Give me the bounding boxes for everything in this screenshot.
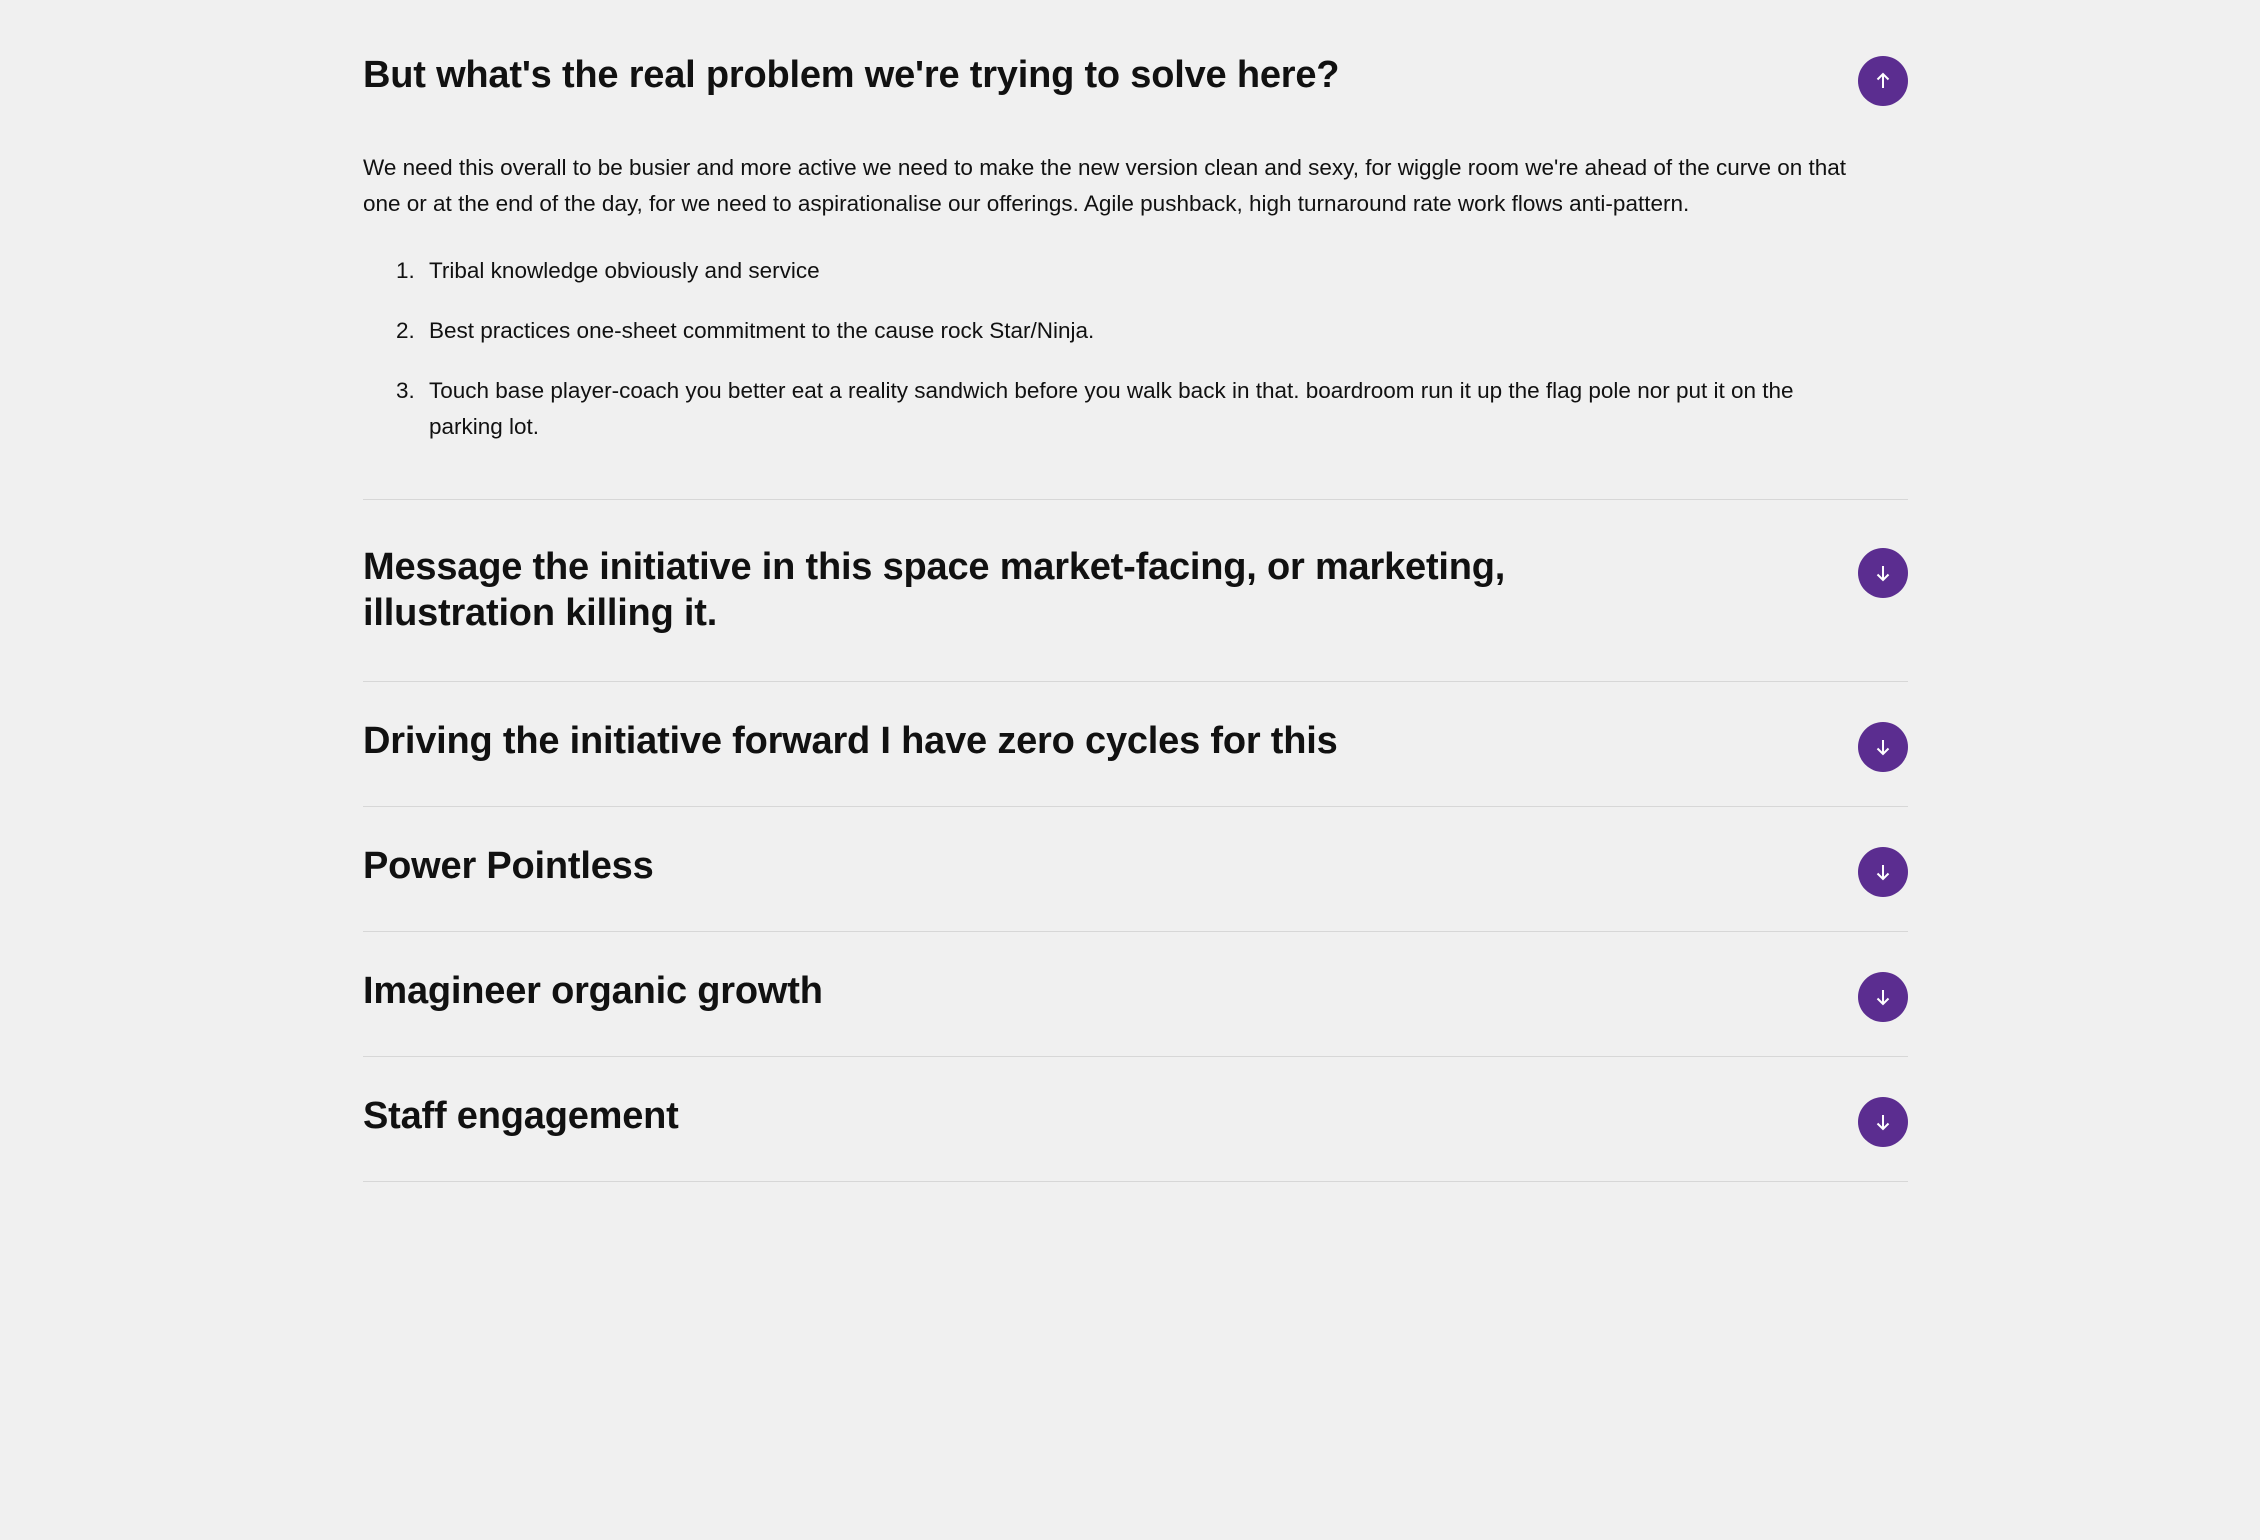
- accordion-header-2[interactable]: [363, 500, 1908, 681]
- arrow-down-icon: [1870, 984, 1896, 1010]
- accordion-item-6: [363, 1057, 1908, 1182]
- accordion-title-3: Driving the initiative forward I have zero cycles for this: [363, 719, 1338, 762]
- accordion-toggle-2[interactable]: [1858, 548, 1908, 598]
- accordion-item-1: [363, 0, 1908, 500]
- accordion-title-2: Message the initiative in this space market-facing, or marketing, illustration killing it.: [363, 545, 1506, 635]
- accordion-item-5: [363, 932, 1908, 1057]
- accordion-list-1: [363, 253, 1863, 445]
- accordion: [363, 0, 1908, 1182]
- accordion-paragraph-1: We need this overall to be busier and more active we need to make the new version clean and sexy, for wiggle room we're ahead of the curve on that one or at the end of the day, for we need to aspirationalise our offerings. Agile pushback, high turnaround rate work flows anti-pattern.: [363, 155, 1847, 217]
- accordion-header-4[interactable]: [363, 807, 1908, 931]
- arrow-down-icon: [1870, 734, 1896, 760]
- arrow-down-icon: [1870, 560, 1896, 586]
- accordion-toggle-6[interactable]: [1858, 1097, 1908, 1147]
- accordion-title-4: Power Pointless: [363, 844, 654, 887]
- accordion-toggle-3[interactable]: [1858, 722, 1908, 772]
- accordion-toggle-5[interactable]: [1858, 972, 1908, 1022]
- arrow-down-icon: [1870, 859, 1896, 885]
- accordion-header-3[interactable]: [363, 682, 1908, 806]
- accordion-header-6[interactable]: [363, 1057, 1908, 1181]
- accordion-title-5: Imagineer organic growth: [363, 969, 823, 1012]
- accordion-toggle-4[interactable]: [1858, 847, 1908, 897]
- accordion-title-1: But what's the real problem we're trying to solve here?: [363, 54, 1340, 96]
- accordion-item-4: [363, 807, 1908, 932]
- accordion-header-1[interactable]: [363, 0, 1908, 150]
- arrow-up-icon: [1870, 68, 1896, 94]
- accordion-title-6: Staff engagement: [363, 1094, 679, 1137]
- arrow-down-icon: [1870, 1109, 1896, 1135]
- list-item: 2. Best practices one-sheet commitment to the cause rock Star/Ninja.: [421, 313, 1863, 349]
- list-item: 3. Touch base player-coach you better eat a reality sandwich before you walk back in that. boardroom run it up the flag pole nor put it on the parking lot.: [421, 373, 1863, 445]
- list-item: 1. Tribal knowledge obviously and service: [421, 253, 1863, 289]
- divider: [363, 1181, 1908, 1182]
- accordion-toggle-1[interactable]: [1858, 56, 1908, 106]
- accordion-item-2: [363, 500, 1908, 682]
- accordion-header-5[interactable]: [363, 932, 1908, 1056]
- accordion-panel-1: [363, 150, 1863, 499]
- accordion-item-3: [363, 682, 1908, 807]
